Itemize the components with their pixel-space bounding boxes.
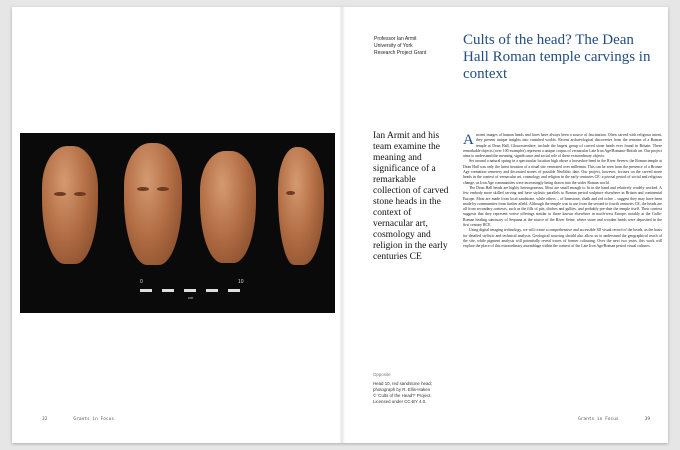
stone-head-3-back <box>200 151 256 263</box>
right-page-number: 39 <box>644 417 651 422</box>
right-running-footer: Grants in Focus <box>578 417 619 422</box>
stone-head-4-profile <box>278 147 324 265</box>
left-running-footer: Grants in Focus <box>73 417 115 422</box>
standfirst: Ian Armit and his team examine the meaning and significance of a remarkable collection of carved stone heads in the context of vernacular art, cosmology and religion in the early centuries CE <box>373 131 449 262</box>
body-paragraph: Set around a natural spring in a spectacular location high above a horseshoe bend in the River Severn, the Roman temple at Dean Hall was only the latest iteration of a ritual site venerated over millennia. This can be seen from the presence of a Bronze Age cremation cemetery and decorated stones of possible Neolithic date. Our project, however, focuses on the carved stone heads in the context of vernacular art, cosmology and religion in the early centuries CE: a pivotal period of social and religious change, as Iron Age communities were increasingly being drawn into the wider Roman world. <box>463 159 662 185</box>
eye <box>74 192 86 196</box>
stone-head-1 <box>42 146 98 264</box>
scale-bar <box>140 279 244 307</box>
author-name: Professor Ian Armit <box>374 36 417 42</box>
scale-segment <box>162 289 174 292</box>
page-gutter <box>339 7 345 443</box>
eye <box>54 192 66 196</box>
scale-segment <box>206 289 218 292</box>
eye <box>137 187 149 191</box>
author-role: Research Project Grant <box>374 50 427 56</box>
body-paragraph <box>463 133 662 159</box>
left-page-number: 32 <box>42 417 48 422</box>
dropcap: A <box>463 132 474 148</box>
scale-end-label: 10 <box>238 279 244 285</box>
article-body <box>463 133 662 250</box>
right-folio <box>578 417 650 422</box>
scale-segment <box>184 289 196 292</box>
author-block <box>374 36 426 57</box>
scale-unit: cm <box>188 295 194 300</box>
eye <box>157 187 169 191</box>
body-paragraph: The Dean Hall heads are highly heterogeneous. Most are small enough to fit in the hand and relatively crudely worked. A few embody more skilled carving and have stylistic parallels to Roman period sculpture elsewhere in Britain and continental Europe. Most are made from local sandstone, while others – of limestone, chalk and red ochre – suggest they may have been made by communities from further afield. Although the temple was in use from the second to fourth centuries CE, the heads are all from secondary contexts, such as the fills of pits, ditches and gullies, and probably pre-date the temple itself. Their context suggests that they represent votive offerings similar to those known elsewhere in north-west Europe, notably at the Gallo-Roman healing sanctuary of Sequana at the source of the River Seine, where stone and wooden heads were deposited in the first century BCE. <box>463 185 662 228</box>
scale-start-label: 0 <box>140 279 143 285</box>
caption-line: photograph by R. Ellis-Haken <box>373 387 431 392</box>
stone-heads-photo <box>20 133 335 313</box>
stone-head-2 <box>124 143 182 265</box>
scale-segment <box>228 289 240 292</box>
caption-label: Opposite <box>373 372 391 377</box>
photo-caption <box>373 372 453 405</box>
left-folio <box>42 417 140 422</box>
caption-line: Head 10, red sandstone head; <box>373 381 433 386</box>
caption-line: Licensed under CC-BY 4.0. <box>373 399 427 404</box>
article-title: Cults of the head? The Dean Hall Roman temple carvings in context <box>463 32 651 82</box>
author-affiliation: University of York <box>374 43 413 49</box>
eye <box>286 191 295 195</box>
body-text: ncient images of human heads and faces have always been a source of fascination. Often carved with religious intent, they present unique insights into vanished worlds. Recent archaeological discoveries from the remains of a Roman temple at Dean Hall, Gloucestershire, include the largest group of carved stone heads ever found in Britain. These remarkable objects (over 100 examples) represent a unique corpus of vernacular Late Iron Age/Romano-British art. Our project aims to understand the meaning, significance and social role of these extraordinary objects. <box>463 133 662 159</box>
caption-line: © 'Cults of the Head?' Project. <box>373 393 432 398</box>
scale-segment <box>140 289 152 292</box>
body-paragraph: Using digital imaging technology, we will create a comprehensive and accessible 3D visual record of the heads, as the basis for detailed stylistic and technical analysis. Geological sourcing should also allow us to understand the geographical reach of the site, while pigment analysis will potentially reveal traces of former colouring. Over the next two years, this work will explore the place of this extraordinary assemblage within the context of the Late Iron Age/Roman period visual cultures. <box>463 228 662 249</box>
book-spread <box>12 7 668 443</box>
